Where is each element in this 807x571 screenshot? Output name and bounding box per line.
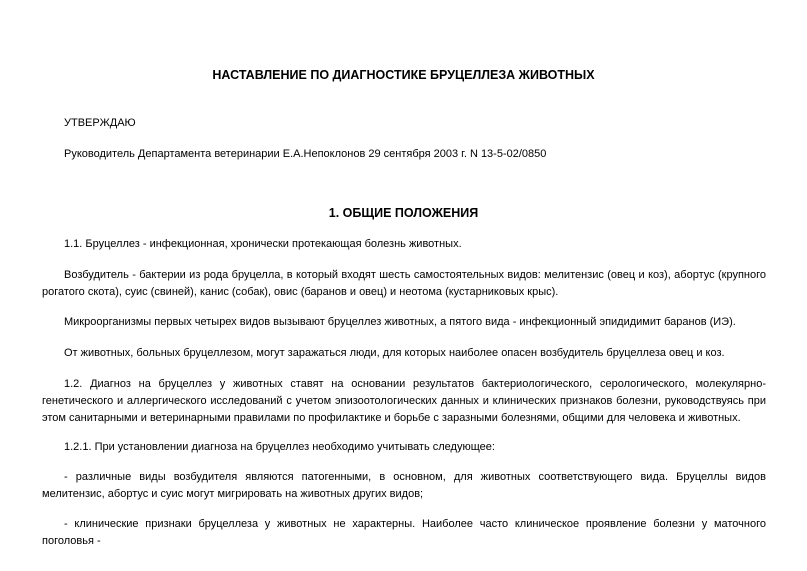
paragraph-human-infection: От животных, больных бруцеллезом, могут заражаться люди, для которых наиболее опасен возбудитель бруцеллеза овец и коз. <box>64 347 725 359</box>
paragraph-1-2: 1.2. Диагноз на бруцеллез у животных ставят на основании результатов бактериологического, серологического, молекулярно-генетического и аллергического исследований с учетом эпизоотологических данных и клинических признаков болезни, руководствуясь при этом санитарными и ветеринарными правилами по профилактике и борьбе с заразными болезнями, общими для человека и животных. <box>42 378 766 424</box>
paragraph-clinical-signs: - клинические признаки бруцеллеза у животных не характерны. Наиболее часто клиническое проявление болезни у маточного поголовья - <box>42 518 766 547</box>
paragraph-1-1: 1.1. Бруцеллез - инфекционная, хронически протекающая болезнь животных. <box>64 238 462 250</box>
paragraph-pathogen-species: - различные виды возбудителя являются патогенными, в основном, для животных соответствующего вида. Бруцеллы видов мелитензис, абортус и суис могут мигрировать на животных других видов; <box>42 471 766 500</box>
paragraph-microorganisms: Микроорганизмы первых четырех видов вызывают бруцеллез животных, а пятого вида - инфекционный эпидидимит баранов (ИЭ). <box>64 316 736 328</box>
paragraph-pathogen: Возбудитель - бактерии из рода бруцелла, в который входят шесть самостоятельных видов: мелитензис (овец и коз), абортус (крупного рогатого скота), суис (свиней), канис (собак), овис (баранов и овец) и неотома (кустарниковых крыс). <box>42 269 766 298</box>
signatory-line: Руководитель Департамента ветеринарии Е.А.Непоклонов 29 сентября 2003 г. N 13-5-02/0850 <box>64 148 547 160</box>
approval-label: УТВЕРЖДАЮ <box>64 117 136 129</box>
section-title: 1. ОБЩИЕ ПОЛОЖЕНИЯ <box>328 206 479 220</box>
paragraph-1-2-1: 1.2.1. При установлении диагноза на бруцеллез необходимо учитывать следующее: <box>64 441 495 453</box>
document-title: НАСТАВЛЕНИЕ ПО ДИАГНОСТИКЕ БРУЦЕЛЛЕЗА ЖИВОТНЫХ <box>212 68 595 82</box>
